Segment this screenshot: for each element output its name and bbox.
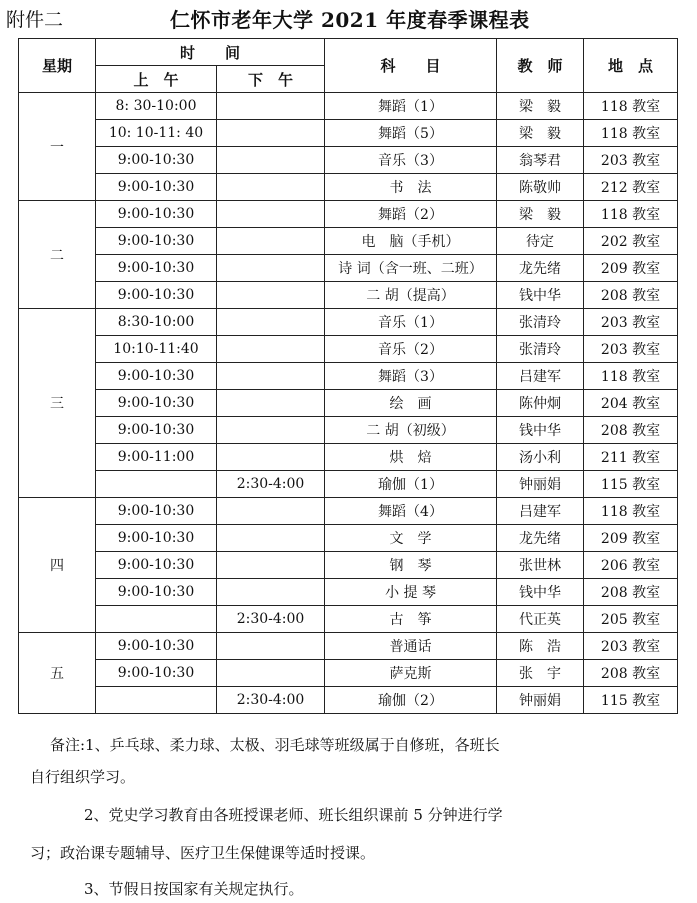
teacher-cell: 汤小利 — [497, 444, 584, 471]
table-row — [19, 471, 678, 498]
note-1: 备注:1、乒乓球、柔力球、太极、羽毛球等班级属于自修班，各班长 — [50, 736, 500, 754]
table-row — [19, 363, 678, 390]
table-row — [19, 174, 678, 201]
location-cell: 205 教室 — [584, 606, 678, 633]
time-afternoon-cell — [217, 147, 325, 174]
teacher-cell: 钟丽娟 — [497, 471, 584, 498]
table-row — [19, 525, 678, 552]
subject-cell: 诗 词（含一班、二班） — [325, 255, 497, 282]
location-cell: 118 教室 — [584, 120, 678, 147]
teacher-cell: 翁琴君 — [497, 147, 584, 174]
note-1-continued: 自行组织学习。 — [30, 768, 136, 786]
subject-cell: 音乐（1） — [325, 309, 497, 336]
location-cell: 211 教室 — [584, 444, 678, 471]
teacher-cell: 钱中华 — [497, 417, 584, 444]
time-afternoon-cell: 2:30-4:00 — [217, 606, 325, 633]
day-cell: 二 — [19, 201, 96, 309]
time-afternoon-cell — [217, 174, 325, 201]
day-cell: 一 — [19, 93, 96, 201]
note-2: 2、党史学习教育由各班授课老师、班长组织课前 5 分钟进行学 — [84, 806, 503, 824]
time-afternoon-cell — [217, 282, 325, 309]
col-header-time: 时 间 — [96, 39, 325, 66]
subject-cell: 二 胡（提高） — [325, 282, 497, 309]
time-afternoon-cell: 2:30-4:00 — [217, 471, 325, 498]
time-morning-cell: 9:00-10:30 — [96, 579, 217, 606]
time-afternoon-cell — [217, 444, 325, 471]
attachment-label: 附件二 — [6, 9, 64, 31]
table-row — [19, 309, 678, 336]
table-row — [19, 147, 678, 174]
subject-cell: 烘 焙 — [325, 444, 497, 471]
teacher-cell: 龙先绪 — [497, 255, 584, 282]
time-morning-cell: 9:00-11:00 — [96, 444, 217, 471]
location-cell: 209 教室 — [584, 525, 678, 552]
time-morning-cell: 8: 30-10:00 — [96, 93, 217, 120]
table-row — [19, 579, 678, 606]
time-afternoon-cell — [217, 201, 325, 228]
teacher-cell: 张清玲 — [497, 309, 584, 336]
note-3: 3、节假日按国家有关规定执行。 — [84, 880, 304, 898]
location-cell: 208 教室 — [584, 660, 678, 687]
col-header-morning: 上 午 — [96, 66, 217, 93]
table-row — [19, 606, 678, 633]
table-row — [19, 282, 678, 309]
time-morning-cell — [96, 606, 217, 633]
table-row — [19, 417, 678, 444]
teacher-cell: 陈 浩 — [497, 633, 584, 660]
teacher-cell: 张 宇 — [497, 660, 584, 687]
col-header-day: 星期 — [19, 39, 96, 93]
location-cell: 208 教室 — [584, 282, 678, 309]
location-cell: 203 教室 — [584, 309, 678, 336]
table-row — [19, 498, 678, 525]
location-cell: 115 教室 — [584, 687, 678, 714]
location-cell: 118 教室 — [584, 93, 678, 120]
teacher-cell: 钟丽娟 — [497, 687, 584, 714]
subject-cell: 舞蹈（2） — [325, 201, 497, 228]
location-cell: 204 教室 — [584, 390, 678, 417]
table-row — [19, 228, 678, 255]
time-afternoon-cell — [217, 633, 325, 660]
location-cell: 203 教室 — [584, 336, 678, 363]
time-afternoon-cell — [217, 579, 325, 606]
time-morning-cell: 9:00-10:30 — [96, 633, 217, 660]
subject-cell: 二 胡（初级） — [325, 417, 497, 444]
subject-cell: 绘 画 — [325, 390, 497, 417]
col-header-teacher: 教 师 — [497, 39, 584, 93]
teacher-cell: 梁 毅 — [497, 120, 584, 147]
subject-cell: 舞蹈（4） — [325, 498, 497, 525]
subject-cell: 古 筝 — [325, 606, 497, 633]
table-row — [19, 120, 678, 147]
time-morning-cell: 8:30-10:00 — [96, 309, 217, 336]
location-cell: 202 教室 — [584, 228, 678, 255]
time-morning-cell: 10: 10-11: 40 — [96, 120, 217, 147]
day-cell: 四 — [19, 498, 96, 633]
note-2-continued: 习；政治课专题辅导、医疗卫生保健课等适时授课。 — [30, 844, 376, 862]
time-afternoon-cell: 2:30-4:00 — [217, 687, 325, 714]
teacher-cell: 梁 毅 — [497, 93, 584, 120]
location-cell: 115 教室 — [584, 471, 678, 498]
table-row — [19, 444, 678, 471]
time-morning-cell: 9:00-10:30 — [96, 228, 217, 255]
time-afternoon-cell — [217, 255, 325, 282]
table-row — [19, 660, 678, 687]
time-afternoon-cell — [217, 390, 325, 417]
teacher-cell: 待定 — [497, 228, 584, 255]
subject-cell: 电 脑（手机） — [325, 228, 497, 255]
time-afternoon-cell — [217, 120, 325, 147]
time-afternoon-cell — [217, 93, 325, 120]
time-afternoon-cell — [217, 336, 325, 363]
subject-cell: 音乐（3） — [325, 147, 497, 174]
time-morning-cell: 9:00-10:30 — [96, 417, 217, 444]
subject-cell: 文 学 — [325, 525, 497, 552]
subject-cell: 钢 琴 — [325, 552, 497, 579]
col-header-subject: 科 目 — [325, 39, 497, 93]
time-morning-cell: 9:00-10:30 — [96, 498, 217, 525]
time-afternoon-cell — [217, 417, 325, 444]
time-morning-cell — [96, 471, 217, 498]
table-row — [19, 633, 678, 660]
teacher-cell: 梁 毅 — [497, 201, 584, 228]
subject-cell: 音乐（2） — [325, 336, 497, 363]
location-cell: 118 教室 — [584, 363, 678, 390]
day-cell: 五 — [19, 633, 96, 714]
time-morning-cell: 9:00-10:30 — [96, 282, 217, 309]
time-afternoon-cell — [217, 660, 325, 687]
location-cell: 118 教室 — [584, 498, 678, 525]
time-morning-cell: 9:00-10:30 — [96, 174, 217, 201]
time-morning-cell: 9:00-10:30 — [96, 147, 217, 174]
subject-cell: 萨克斯 — [325, 660, 497, 687]
subject-cell: 舞蹈（5） — [325, 120, 497, 147]
teacher-cell: 陈仲炯 — [497, 390, 584, 417]
teacher-cell: 代正英 — [497, 606, 584, 633]
location-cell: 208 教室 — [584, 417, 678, 444]
time-morning-cell: 9:00-10:30 — [96, 390, 217, 417]
time-afternoon-cell — [217, 363, 325, 390]
time-afternoon-cell — [217, 552, 325, 579]
location-cell: 203 教室 — [584, 147, 678, 174]
time-morning-cell: 9:00-10:30 — [96, 363, 217, 390]
table-row — [19, 201, 678, 228]
location-cell: 203 教室 — [584, 633, 678, 660]
location-cell: 209 教室 — [584, 255, 678, 282]
schedule-body — [19, 93, 678, 714]
teacher-cell: 钱中华 — [497, 579, 584, 606]
time-morning-cell: 9:00-10:30 — [96, 525, 217, 552]
page-title: 仁怀市老年大学 2021 年度春季课程表 — [170, 8, 530, 32]
table-row — [19, 93, 678, 120]
table-row — [19, 552, 678, 579]
subject-cell: 瑜伽（1） — [325, 471, 497, 498]
time-morning-cell: 10:10-11:40 — [96, 336, 217, 363]
location-cell: 212 教室 — [584, 174, 678, 201]
time-afternoon-cell — [217, 525, 325, 552]
time-morning-cell — [96, 687, 217, 714]
teacher-cell: 陈敬帅 — [497, 174, 584, 201]
col-header-afternoon: 下 午 — [217, 66, 325, 93]
teacher-cell: 张清玲 — [497, 336, 584, 363]
location-cell: 118 教室 — [584, 201, 678, 228]
time-morning-cell: 9:00-10:30 — [96, 552, 217, 579]
time-afternoon-cell — [217, 228, 325, 255]
location-cell: 208 教室 — [584, 579, 678, 606]
subject-cell: 普通话 — [325, 633, 497, 660]
table-row — [19, 687, 678, 714]
teacher-cell: 龙先绪 — [497, 525, 584, 552]
subject-cell: 舞蹈（1） — [325, 93, 497, 120]
subject-cell: 舞蹈（3） — [325, 363, 497, 390]
table-row — [19, 390, 678, 417]
subject-cell: 小 提 琴 — [325, 579, 497, 606]
col-header-location: 地 点 — [584, 39, 678, 93]
time-morning-cell: 9:00-10:30 — [96, 660, 217, 687]
time-afternoon-cell — [217, 309, 325, 336]
table-row — [19, 336, 678, 363]
table-row — [19, 255, 678, 282]
time-morning-cell: 9:00-10:30 — [96, 201, 217, 228]
location-cell: 206 教室 — [584, 552, 678, 579]
teacher-cell: 钱中华 — [497, 282, 584, 309]
subject-cell: 瑜伽（2） — [325, 687, 497, 714]
time-afternoon-cell — [217, 498, 325, 525]
subject-cell: 书 法 — [325, 174, 497, 201]
teacher-cell: 吕建军 — [497, 363, 584, 390]
day-cell: 三 — [19, 309, 96, 498]
time-morning-cell: 9:00-10:30 — [96, 255, 217, 282]
teacher-cell: 张世林 — [497, 552, 584, 579]
schedule-table — [18, 38, 678, 714]
teacher-cell: 吕建军 — [497, 498, 584, 525]
